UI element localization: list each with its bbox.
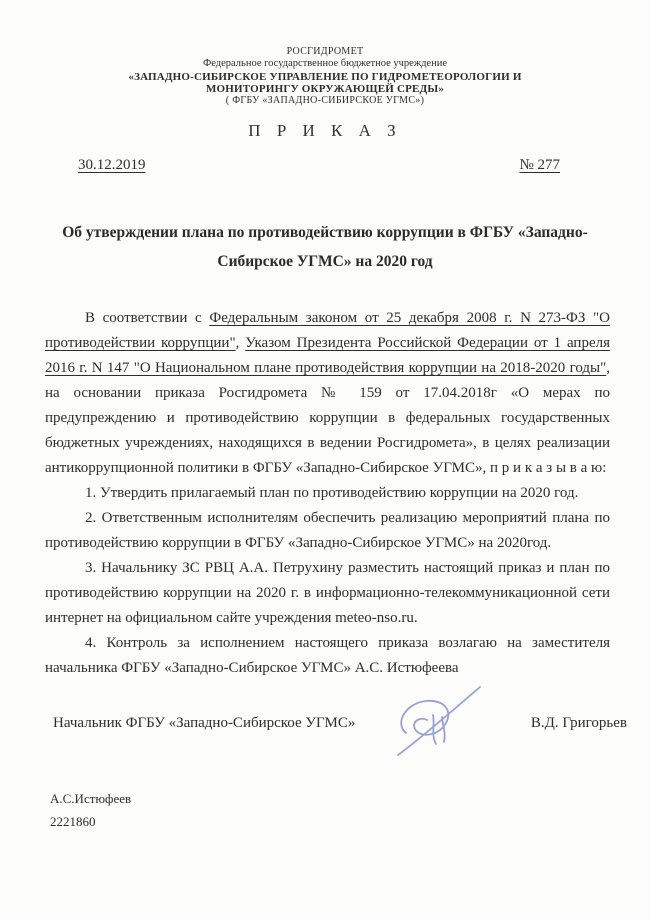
signature-row (53, 695, 627, 751)
order-title (0, 218, 650, 276)
order-date: 30.12.2019 (78, 157, 146, 174)
body-text: , (235, 335, 246, 352)
paragraph-intro (45, 306, 610, 481)
agency-name: РОСГИДРОМЕТ (286, 46, 364, 57)
signer-name: В.Д. Григорьев (530, 714, 627, 731)
order-body (45, 306, 610, 681)
body-text: 4. Контроль за исполнением настоящего приказа возлагаю на заместителя начальника ФГБУ «Западно-Сибирское УГМС» А.С. Истюфеева (45, 635, 610, 677)
body-text: 3. Начальнику ЗС РВЦ А.А. Петрухину разместить настоящий приказ и план по противодействию коррупции на 2020 г. в информационно-телекоммуникационной сети интернет на официальном сайте учреждения meteo-nso.ru. (45, 560, 610, 627)
order-title-line1: Об утверждении плана по противодействию коррупции в ФГБУ «Западно- (62, 224, 588, 242)
order-item-3 (45, 556, 610, 631)
executor-phone: 2221860 (50, 814, 96, 830)
body-text: 1. Утвердить прилагаемый план по противодействию коррупции на 2020 год. (85, 485, 579, 502)
order-item-2 (45, 506, 610, 556)
underlined-reference: Указом Президента Российской Федерации от 1 апреля 2016 г. N 147 "О Национальном плане противодействия коррупции на 2018-2020 годы" (45, 335, 610, 377)
body-text: 2. Ответственным исполнителям обеспечить реализацию мероприятий плана по противодействию коррупции в ФГБУ «Западно-Сибирское УГМС» на 2020год. (45, 510, 610, 552)
executor-name: А.С.Истюфеев (50, 791, 132, 807)
document-type-heading: П Р И К А З (248, 121, 402, 141)
body-text: В соответствии с (85, 310, 210, 327)
underlined-reference: Федеральным законом от 25 декабря 2008 г. N 273-ФЗ "О противодействии коррупции" (45, 310, 610, 352)
signature-strokes (398, 687, 480, 755)
executor-block (50, 787, 650, 833)
letterhead (0, 0, 650, 107)
org-name-line1: «ЗАПАДНО-СИБИРСКОЕ УПРАВЛЕНИЕ ПО ГИДРОМЕТЕОРОЛОГИИ И (128, 70, 522, 83)
order-number: № 277 (519, 157, 560, 174)
signer-position: Начальник ФГБУ «Западно-Сибирское УГМС» (53, 714, 356, 731)
org-type: Федеральное государственное бюджетное учреждение (202, 58, 447, 70)
order-item-4 (45, 631, 610, 681)
handwritten-signature (386, 681, 490, 761)
order-item-1 (45, 481, 610, 506)
order-title-line2: Сибирское УГМС» на 2020 год (217, 253, 433, 271)
date-number-row (0, 157, 650, 174)
body-text: , на основании приказа Росгидромета № 159 от 17.04.2018г «О мерах по предупреждению и противодействию коррупции в федеральных государственных бюджетных учреждениях, находящихся в ведении Росгидромета», в целях реализации антикоррупционной политики в ФГБУ «Западно-Сибирское УГМС», п р и к а з ы в а ю: (45, 360, 610, 477)
org-name-line2: МОНИТОРИНГУ ОКРУЖАЮЩЕЙ СРЕДЫ» (205, 82, 445, 95)
org-short-name: ( ФГБУ «ЗАПАДНО-СИБИРСКОЕ УГМС») (225, 95, 425, 107)
